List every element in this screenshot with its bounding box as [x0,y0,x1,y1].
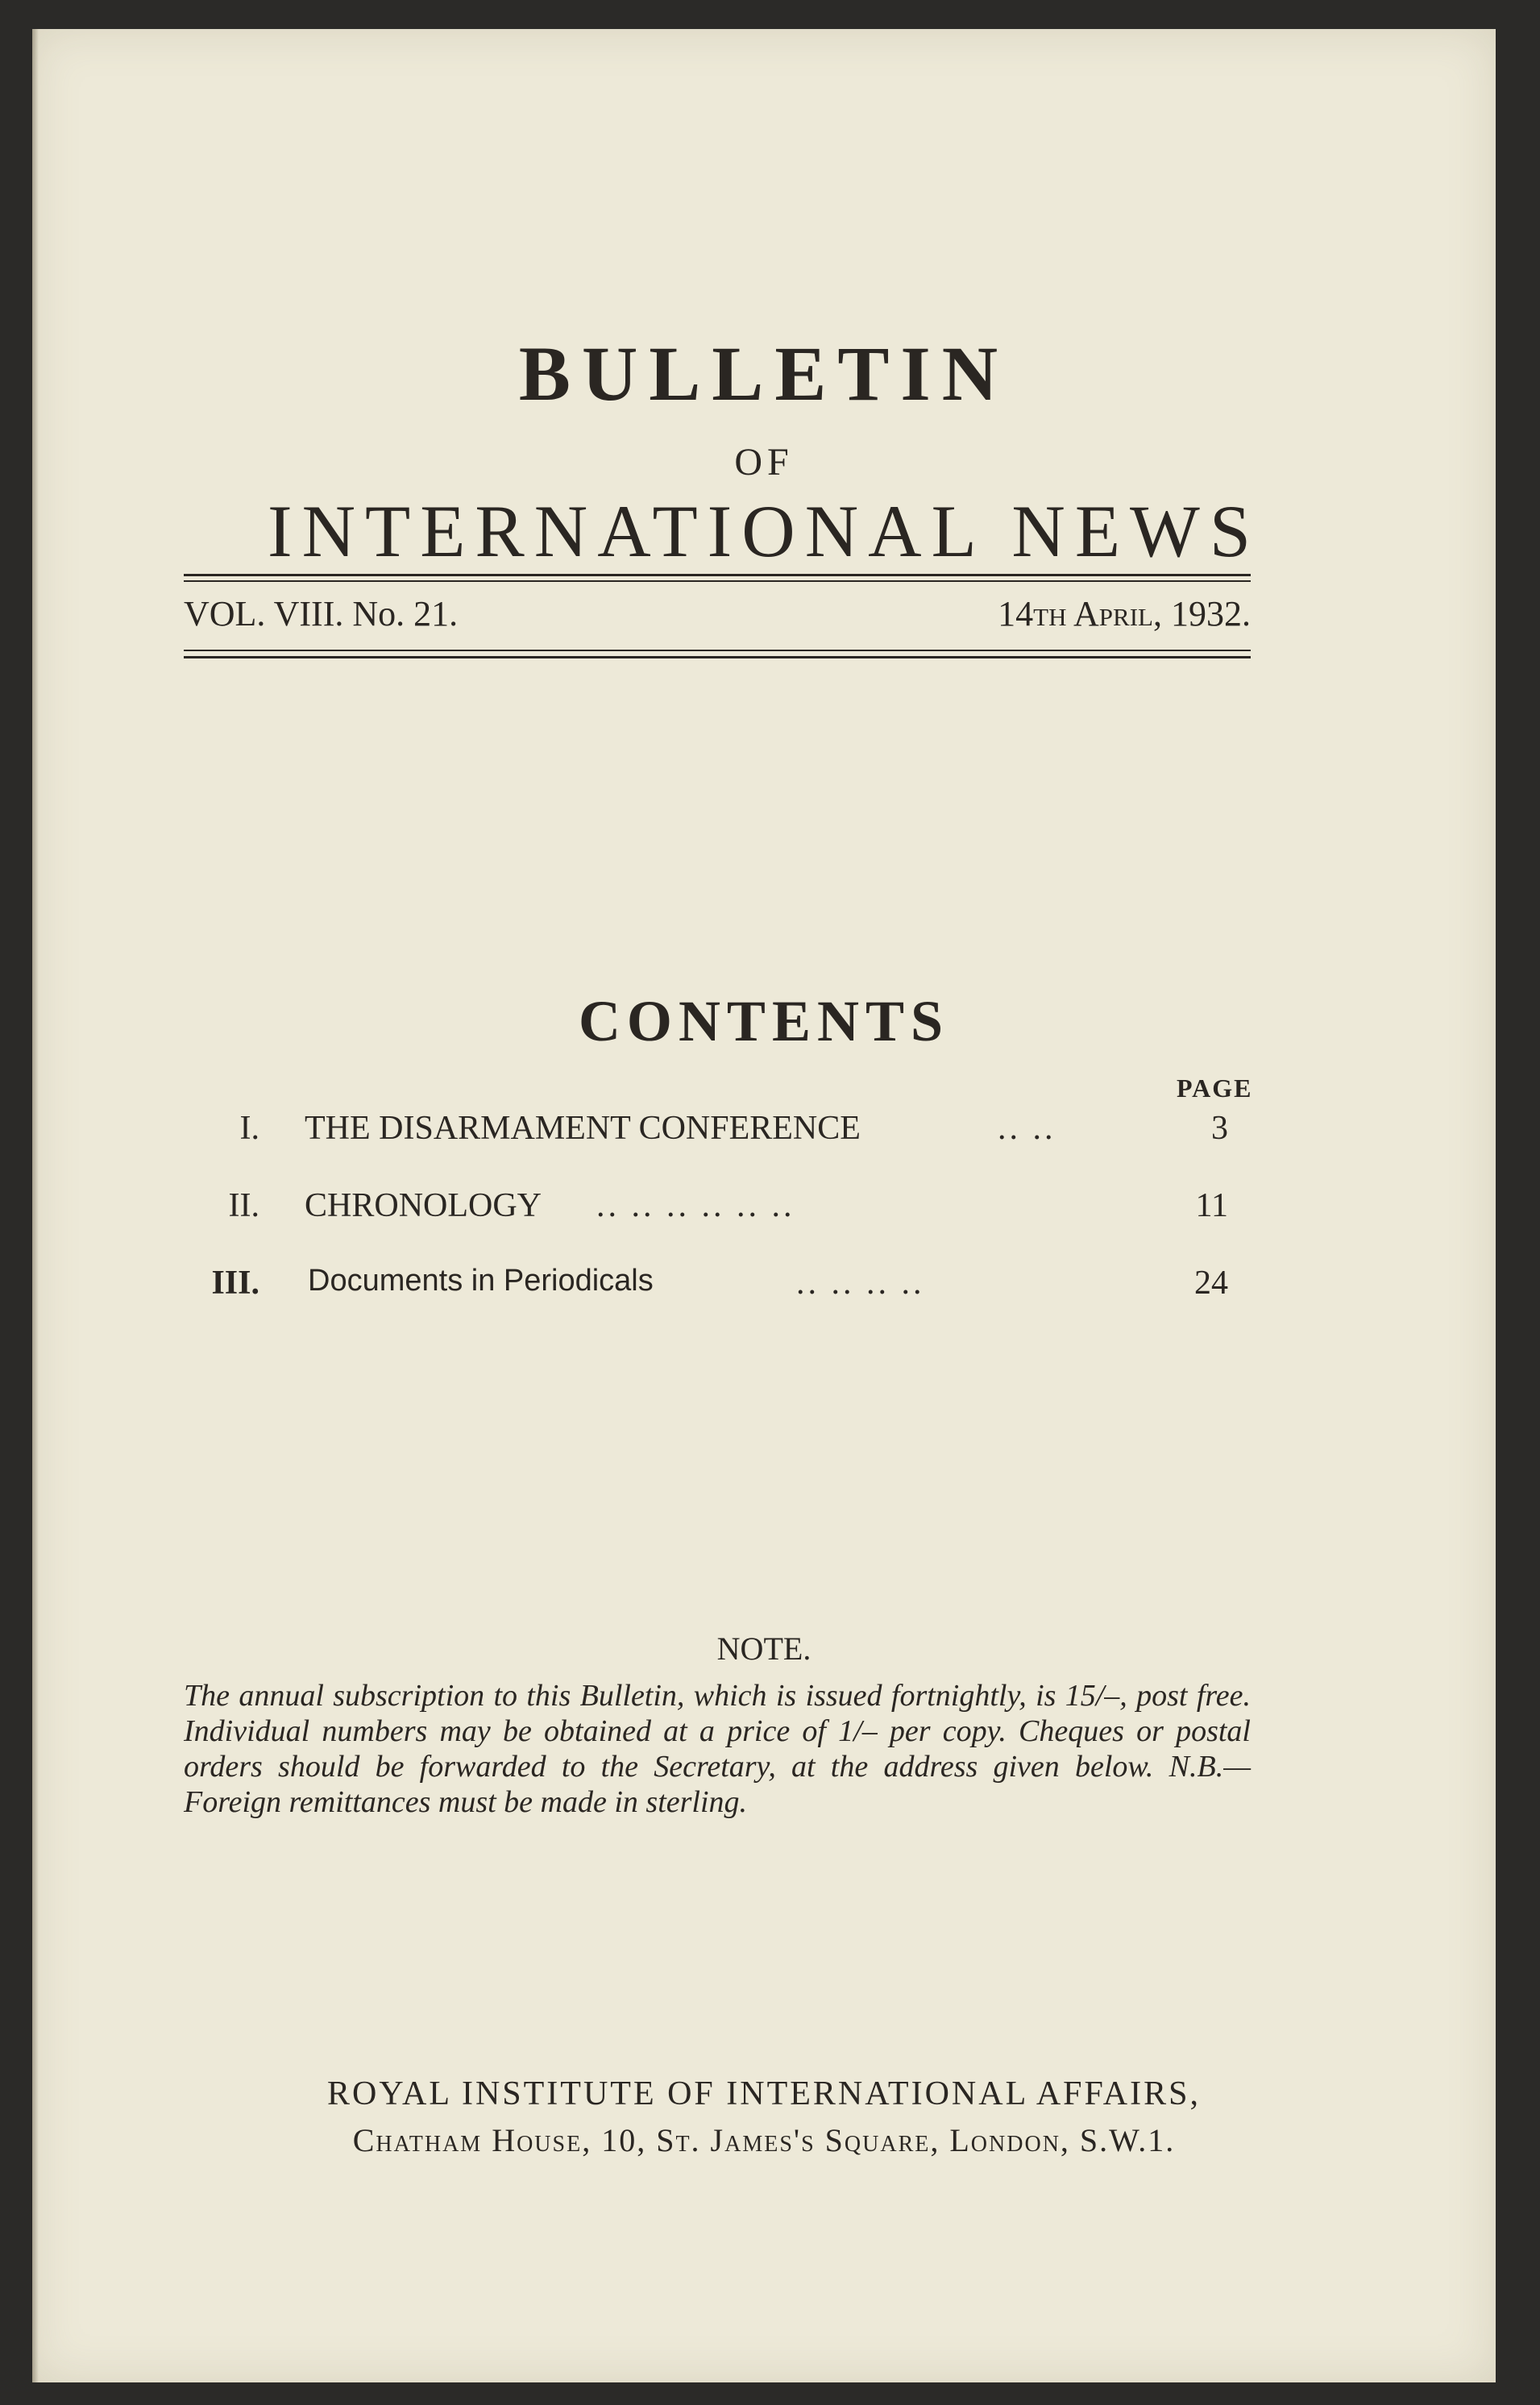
toc-item-page: 24 [1194,1265,1228,1302]
toc-item-number: III. [211,1265,259,1302]
toc-item [184,1264,1251,1312]
issue-line [184,593,1251,642]
bottom-rule-thin [184,650,1251,651]
title-bulletin: BULLETIN [518,330,1010,417]
top-rule-thin [184,580,1251,582]
volume-number: VOL. VIII. No. 21. [184,594,459,633]
contents-heading: CONTENTS [578,989,950,1053]
toc-item [184,1186,1251,1235]
toc-leader-dots: .. .. [998,1110,1056,1147]
issue-date: 14th April, 1932. [998,594,1251,633]
toc-item [184,1109,1251,1157]
note-heading: NOTE. [716,1630,812,1667]
title-of: OF [734,441,794,484]
toc-leader-dots: .. .. .. .. [796,1265,925,1302]
publisher-name: ROYAL INSTITUTE OF INTERNATIONAL AFFAIRS, [327,2075,1201,2112]
toc-leader-dots: .. .. .. .. .. .. [596,1187,795,1224]
document-page [32,29,1496,2382]
publisher-address: Chatham House, 10, St. James's Square, London, S.W.1. [352,2122,1176,2158]
toc-item-page: 11 [1195,1187,1228,1224]
toc-item-title: THE DISARMAMENT CONFERENCE [305,1110,861,1147]
title-international-news: INTERNATIONAL NEWS [267,490,1261,572]
toc-item-number: I. [239,1110,259,1147]
toc-item-title: CHRONOLOGY [305,1187,542,1224]
toc-item-page: 3 [1211,1110,1228,1147]
toc-item-title: Documents in Periodicals [308,1264,654,1298]
top-rule [184,574,1251,576]
page-column-label: PAGE [1177,1074,1253,1103]
bottom-rule [184,656,1251,658]
note-body: The annual subscription to this Bulletin, which is issued fortnightly, is 15/–, post free. Individual numbers may be obtained at a price of 1/– per copy. Cheques or postal orders should be forwarded to the Secretary, at the address given below. N.B.—Foreign remittances must be made in sterling. [184,1679,1251,1819]
toc-item-number: II. [228,1187,259,1224]
